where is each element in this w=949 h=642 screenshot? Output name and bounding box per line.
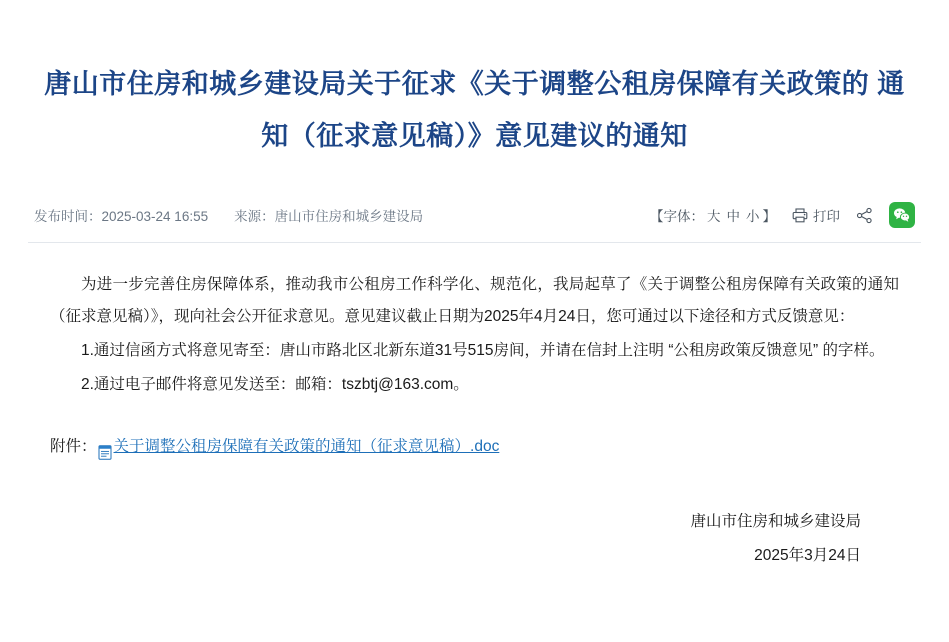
- attachment-row: [50, 431, 899, 463]
- font-size-label-open: 【字体：: [650, 209, 704, 224]
- publish-time-label: 发布时间：: [34, 209, 102, 224]
- paragraph-channel-email: 2.通过电子邮件将意见发送至：邮箱：tszbtj@163.com。: [81, 376, 469, 393]
- wechat-icon: [893, 207, 911, 223]
- print-button[interactable]: [792, 205, 840, 225]
- publish-time: [34, 205, 208, 225]
- font-size-small[interactable]: 小: [746, 209, 760, 224]
- source-label: 来源：: [234, 209, 275, 224]
- signature-org: 唐山市住房和城乡建设局: [690, 513, 861, 530]
- source-value: 唐山市住房和城乡建设局: [274, 209, 424, 224]
- font-size-large[interactable]: 大: [707, 209, 721, 224]
- share-icon: [856, 207, 873, 224]
- signature-date: 2025年3月24日: [754, 547, 861, 564]
- meta-right-group: [650, 202, 915, 228]
- article-body: [28, 243, 921, 573]
- article-source: [234, 205, 423, 225]
- share-button[interactable]: [856, 207, 873, 224]
- publish-time-value: 2025-03-24 16:55: [101, 209, 209, 224]
- article-meta-bar: [28, 202, 921, 243]
- meta-left-group: [34, 205, 423, 225]
- font-size-switcher: [650, 205, 776, 225]
- attachment-link[interactable]: 关于调整公租房保障有关政策的通知（征求意见稿）.doc: [113, 438, 500, 455]
- font-size-medium[interactable]: 中: [726, 209, 740, 224]
- page-title: 唐山市住房和城乡建设局关于征求《关于调整公租房保障有关政策的 通知（征求意见稿）》意见建议的通知: [44, 69, 905, 151]
- printer-icon: [792, 208, 808, 223]
- font-size-label-close: 】: [762, 209, 776, 224]
- paragraph-channel-mail: 1.通过信函方式将意见寄至：唐山市路北区北新东道31号515房间，并请在信封上注明 “公租房政策反馈意见” 的字样。: [81, 342, 885, 359]
- attachment-label: 附件：: [50, 438, 97, 455]
- word-document-icon: [98, 440, 113, 455]
- wechat-share-button[interactable]: [889, 202, 915, 228]
- paragraph-intro: 为进一步完善住房保障体系，推动我市公租房工作科学化、规范化，我局起草了《关于调整公租房保障有关政策的通知（征求意见稿）》，现向社会公开征求意见。意见建议截止日期为2025年4月24日，您可通过以下途径和方式反馈意见：: [50, 276, 899, 325]
- print-label: 打印: [813, 209, 840, 224]
- signature-block: [50, 505, 899, 573]
